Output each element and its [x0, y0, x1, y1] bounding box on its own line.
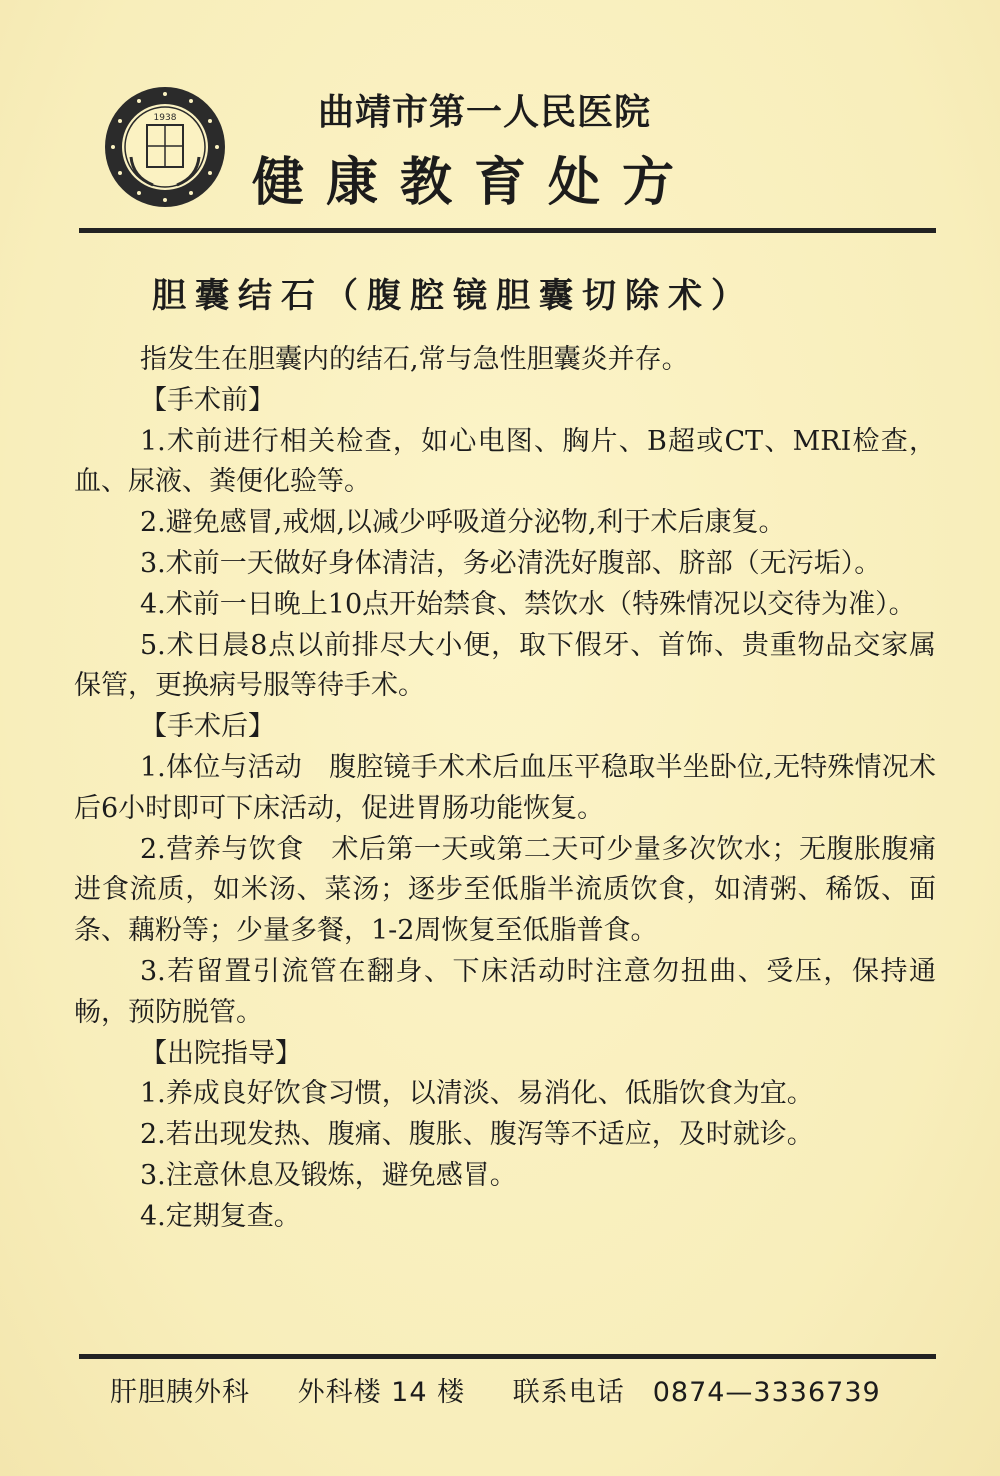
list-item: 2.避免感冒,戒烟,以减少呼吸道分泌物,利于术后康复。	[140, 507, 786, 539]
list-item: 5.术日晨8点以前排尽大小便，取下假牙、首饰、贵重物品交家属保管，更换病号服等待手术。	[74, 629, 936, 702]
intro-text: 指发生在胆囊内的结石,常与急性胆囊炎并存。	[140, 344, 689, 375]
section-heading-preop: 【手术前】	[140, 384, 275, 416]
footer	[110, 1370, 881, 1409]
content-body	[74, 340, 936, 1238]
subject-title: 胆囊结石（腹腔镜胆囊切除术）	[152, 276, 754, 316]
hospital-seal-icon	[103, 85, 227, 209]
list-item: 2.若出现发热、腹痛、腹胀、腹泻等不适应，及时就诊。	[140, 1119, 814, 1151]
list-item: 1.体位与活动 腹腔镜手术术后血压平稳取半坐卧位,无特殊情况术后6小时即可下床活动，促进胃肠功能恢复。	[74, 751, 936, 824]
footer-contact: 联系电话 0874—3336739	[512, 1377, 881, 1408]
footer-department: 肝胆胰外科	[110, 1377, 250, 1408]
list-item: 3.若留置引流管在翻身、下床活动时注意勿扭曲、受压，保持通畅，预防脱管。	[74, 955, 936, 1028]
section-heading-discharge: 【出院指导】	[140, 1037, 302, 1069]
footer-location: 外科楼 14 楼	[297, 1377, 466, 1408]
list-item: 4.术前一日晚上10点开始禁食、禁饮水（特殊情况以交待为准）。	[140, 588, 916, 620]
document-title: 健康教育处方	[252, 152, 697, 213]
header-divider	[79, 228, 936, 233]
section-heading-postop: 【手术后】	[140, 711, 275, 743]
list-item: 1.术前进行相关检查，如心电图、胸片、B超或CT、MRI检查，血、尿液、粪便化验等。	[74, 425, 936, 498]
list-item: 1.养成良好饮食习惯，以清淡、易消化、低脂饮食为宜。	[140, 1078, 814, 1110]
footer-divider	[79, 1354, 936, 1359]
hospital-name: 曲靖市第一人民医院	[318, 91, 652, 133]
list-item: 3.术前一天做好身体清洁，务必清洗好腹部、脐部（无污垢）。	[140, 547, 882, 579]
list-item: 3.注意休息及锻炼，避免感冒。	[140, 1159, 517, 1191]
svg-text:1938: 1938	[153, 113, 177, 123]
list-item: 2.营养与饮食 术后第一天或第二天可少量多次饮水；无腹胀腹痛进食流质，如米汤、菜汤；逐步至低脂半流质饮食，如清粥、稀饭、面条、藕粉等；少量多餐，1-2周恢复至低脂普食。	[74, 833, 936, 947]
list-item: 4.定期复查。	[140, 1200, 301, 1232]
